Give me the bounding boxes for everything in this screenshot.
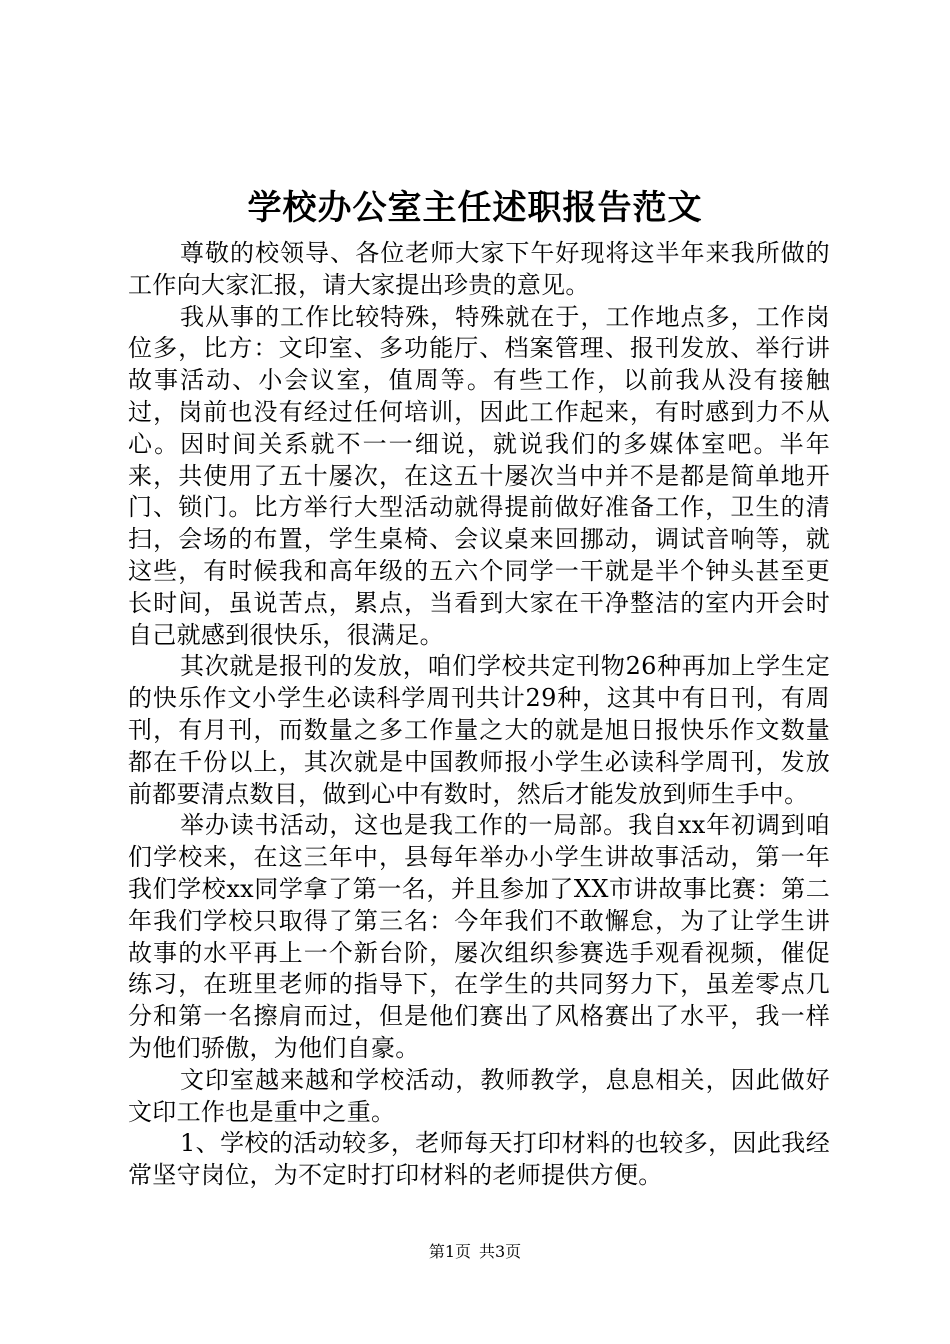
- page-footer: [0, 1240, 950, 1264]
- page-total: 共3页: [479, 1242, 522, 1261]
- paragraph-work-overview: 我从事的工作比较特殊，特殊就在于，工作地点多，工作岗位多，比方：文印室、多功能厅、档案管理、报刊发放、举行讲故事活动、小会议室，值周等。有些工作，以前我从没有接触过，岗前也没有经过任何培训，因此工作起来，有时感到力不从心。因时间关系就不一一细说，就说我们的多媒体室吧。半年来，共使用了五十屡次，在这五十屡次当中并不是都是简单地开门、锁门。比方举行大型活动就得提前做好准备工作，卫生的清扫，会场的布置，学生桌椅、会议桌来回挪动，调试音响等，就这些，有时候我和高年级的五六个同学一干就是半个钟头甚至更长时间，虽说苦点，累点，当看到大家在干净整洁的室内开会时自己就感到很快乐，很满足。: [128, 302, 830, 649]
- document-title: 学校办公室主任述职报告范文: [247, 188, 703, 228]
- document-body: [128, 238, 830, 1192]
- paragraph-reading-activity: 举办读书活动，这也是我工作的一局部。我自xx年初调到咱们学校来，在这三年中，县每年举办小学生讲故事活动，第一年我们学校xx同学拿了第一名，并且参加了XX市讲故事比赛：第二年我们学校只取得了第三名：今年我们不敢懈怠，为了让学生讲故事的水平再上一个新台阶，屡次组织参赛选手观看视频，催促练习，在班里老师的指导下，在学生的共同努力下，虽差零点几分和第一名擦肩而过，但是他们赛出了风格赛出了水平，我一样为他们骄傲，为他们自豪。: [128, 811, 830, 1062]
- page-number: 第1页: [428, 1242, 471, 1261]
- paragraph-item-1: 1、学校的活动较多，老师每天打印材料的也较多，因此我经常坚守岗位，为不定时打印材料的老师提供方便。: [128, 1129, 830, 1190]
- paragraph-greeting: 尊敬的校领导、各位老师大家下午好现将这半年来我所做的工作向大家汇报，请大家提出珍贵的意见。: [128, 239, 830, 299]
- paragraph-periodicals: 其次就是报刊的发放，咱们学校共定刊物26种再加上学生定的快乐作文小学生必读科学周刊共计29种，这其中有日刊，有周刊，有月刊，而数量之多工作量之大的就是旭日报快乐作文数量都在千份以上，其次就是中国教师报小学生必读科学周刊，发放前都要清点数目，做到心中有数时，然后才能发放到师生手中。: [128, 652, 830, 808]
- paragraph-print-room: 文印室越来越和学校活动，教师教学，息息相关，因此做好文印工作也是重中之重。: [128, 1065, 830, 1126]
